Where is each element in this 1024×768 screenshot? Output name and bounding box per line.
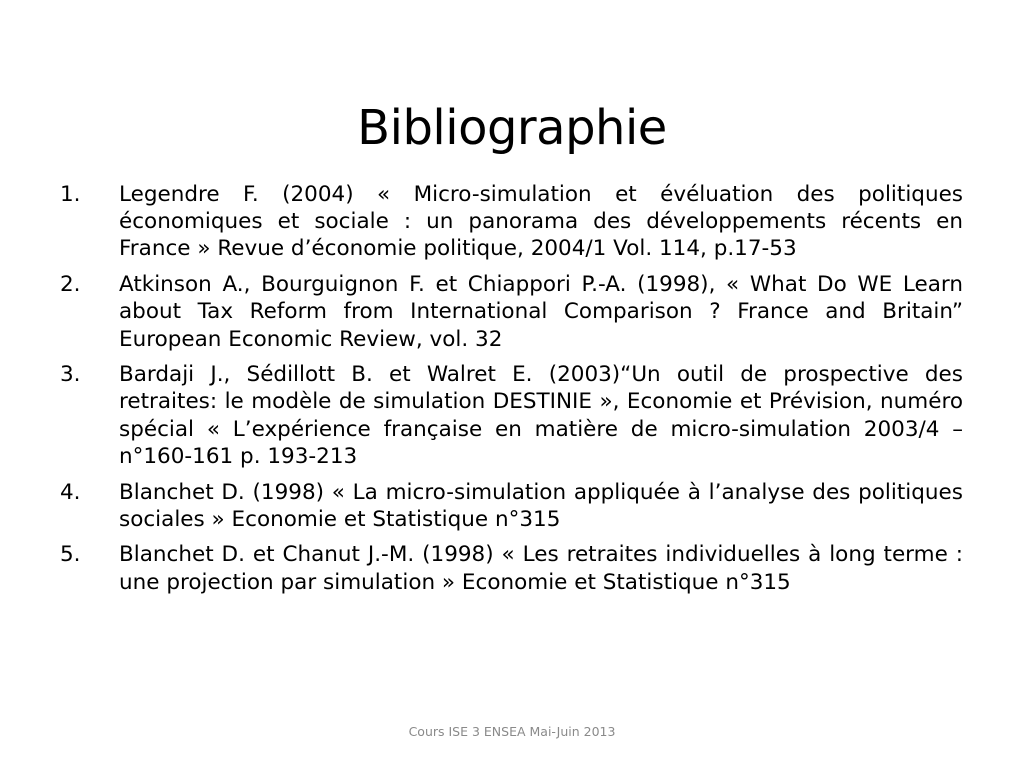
reference-number: 3.	[60, 362, 81, 388]
bibliography-list	[60, 181, 963, 604]
bibliography-item-1	[60, 181, 963, 263]
reference-text: Blanchet D. et Chanut J.-M. (1998) « Les retraites individuelles à long terme : une projection par simulation » Economie et Statistique n°315	[119, 542, 963, 595]
reference-text: Atkinson A., Bourguignon F. et Chiappori P.-A. (1998), « What Do WE Learn about Tax Reform from International Comparison ? France and Britain” European Economic Review, vol. 32	[119, 272, 963, 352]
reference-text: Blanchet D. (1998) « La micro-simulation appliquée à l’analyse des politiques sociales » Economie et Statistique n°315	[119, 479, 963, 532]
bibliography-item-3	[60, 361, 963, 470]
slide-title: Bibliographie	[357, 100, 667, 157]
bibliography-item-2	[60, 271, 963, 353]
reference-number: 4.	[60, 479, 81, 505]
reference-number: 1.	[60, 182, 81, 207]
reference-number: 5.	[60, 542, 81, 568]
reference-text: Legendre F. (2004) « Micro-simulation et évéluation des politiques économiques et sociale : un panorama des développements récents en France » Revue d’économie politique, 2004/1 Vol. 114, p.17-53	[119, 182, 963, 262]
reference-text: Bardaji J., Sédillott B. et Walret E. (2003)“Un outil de prospective des retraites: le modèle de simulation DESTINIE », Economie et Prévision, numéro spécial « L’expérience française en matière de micro-simulation 2003/4 – n°160-161 p. 193-213	[119, 362, 963, 469]
slide-footer: Cours ISE 3 ENSEA Mai-Juin 2013	[408, 724, 616, 739]
bibliography-item-5	[60, 541, 963, 595]
bibliography-item-4	[60, 479, 963, 533]
reference-number: 2.	[60, 272, 81, 298]
